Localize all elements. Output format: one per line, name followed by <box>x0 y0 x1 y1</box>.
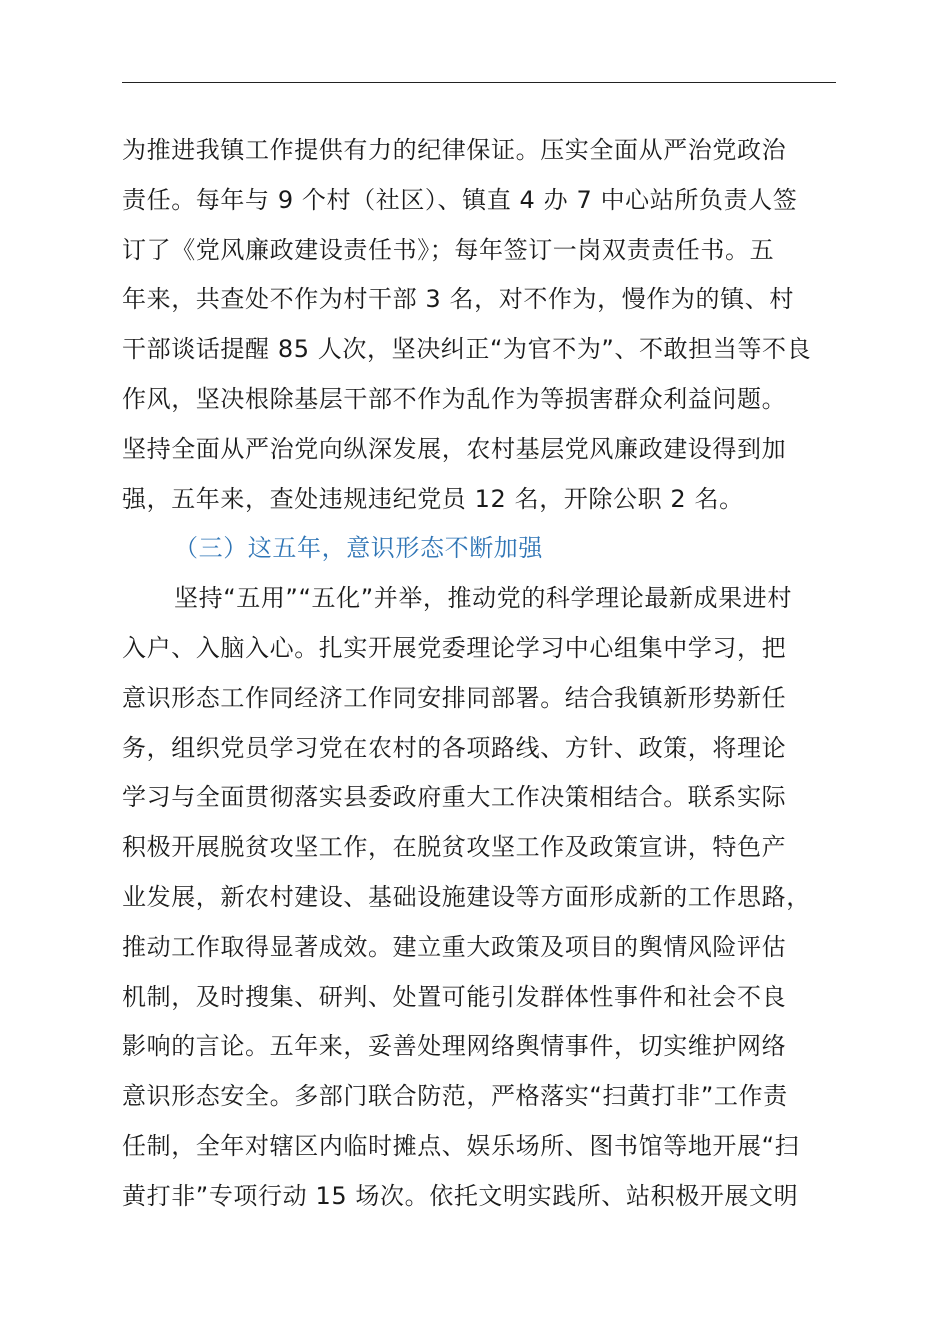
text-line: 意识形态工作同经济工作同安排同部署。结合我镇新形势新任 <box>122 683 787 712</box>
header-rule <box>122 82 836 83</box>
paragraph-ideology <box>122 574 882 1221</box>
text-line: 坚持“五用”“五化”并举，推动党的科学理论最新成果进村 <box>174 584 792 613</box>
text-line: 意识形态安全。多部门联合防范，严格落实“扫黄打非”工作责 <box>122 1082 788 1111</box>
text-line: 黄打非”专项行动 15 场次。依托文明实践所、站积极开展文明 <box>122 1181 799 1210</box>
text-line: 作风，坚决根除基层干部不作为乱作为等损害群众利益问题。 <box>122 384 787 413</box>
text-line: 强，五年来，查处违规违纪党员 12 名，开除公职 2 名。 <box>122 484 744 513</box>
text-line: 任制，全年对辖区内临时摊点、娱乐场所、图书馆等地开展“扫 <box>122 1131 800 1160</box>
text-line: 订了《党风廉政建设责任书》；每年签订一岗双责责任书。五 <box>122 235 775 264</box>
text-line: 坚持全面从严治党向纵深发展，农村基层党风廉政建设得到加 <box>122 434 787 463</box>
text-line: 业发展，新农村建设、基础设施建设等方面形成新的工作思路， <box>122 882 811 911</box>
text-line: 影响的言论。五年来，妥善处理网络舆情事件，切实维护网络 <box>122 1032 787 1061</box>
text-line: 入户、入脑入心。扎实开展党委理论学习中心组集中学习，把 <box>122 633 787 662</box>
text-line: 责任。每年与 9 个村（社区）、镇直 4 办 7 中心站所负责人签 <box>122 185 798 214</box>
text-line: 学习与全面贯彻落实县委政府重大工作决策相结合。联系实际 <box>122 783 787 812</box>
text-line: 务，组织党员学习党在农村的各项路线、方针、政策，将理论 <box>122 733 787 762</box>
text-line: 积极开展脱贫攻坚工作，在脱贫攻坚工作及政策宣讲，特色产 <box>122 833 787 862</box>
document-body <box>122 126 882 1222</box>
text-line: 机制，及时搜集、研判、处置可能引发群体性事件和社会不良 <box>122 982 787 1011</box>
section-heading: （三）这五年，意识形态不断加强 <box>174 534 543 563</box>
text-line: 为推进我镇工作提供有力的纪律保证。压实全面从严治党政治 <box>122 136 787 164</box>
paragraph-discipline <box>122 126 882 524</box>
text-line: 推动工作取得显著成效。建立重大政策及项目的舆情风险评估 <box>122 932 787 961</box>
text-line: 年来，共查处不作为村干部 3 名，对不作为，慢作为的镇、村 <box>122 285 794 314</box>
text-line: 干部谈话提醒 85 人次，坚决纠正“为官不为”、不敢担当等不良 <box>122 335 812 364</box>
